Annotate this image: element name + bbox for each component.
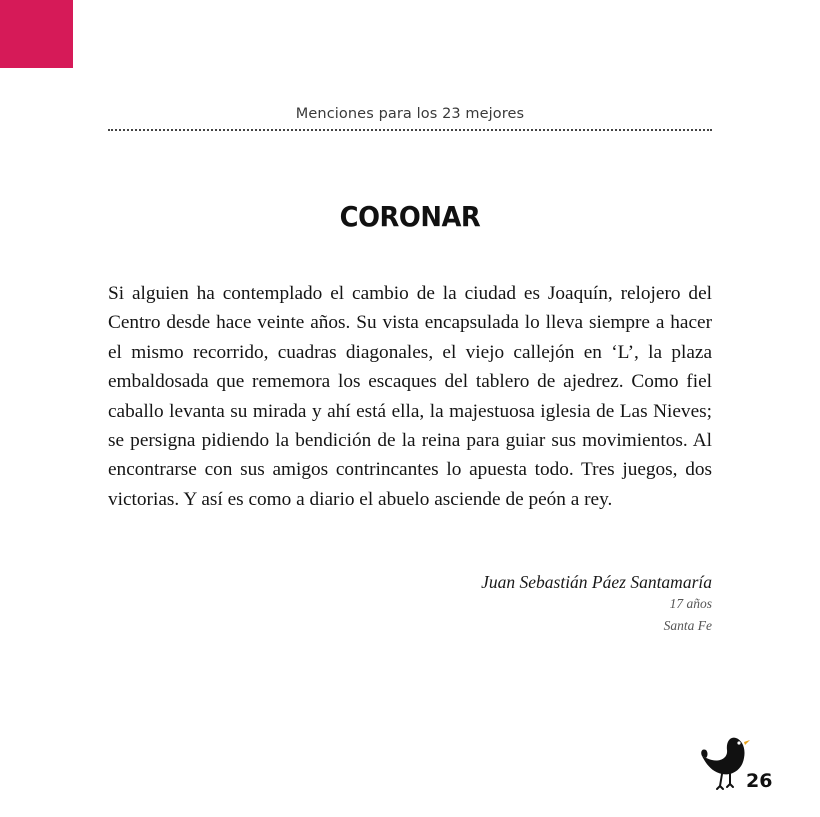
story-body: Si alguien ha contemplado el cambio de la ciudad es Joaquín, relojero del Centro desde hace veinte años. Su vista encapsulada lo lleva siempre a hacer el mismo recorrido, cuadras diagonales, el viejo callejón en ‘L’, la plaza embaldosada que rememora los escaques del tablero de ajedrez. Como fiel caballo levanta su mirada y ahí está ella, la majestuosa iglesia de Las Nieves; se persigna pidiendo la bendición de la reina para guiar sus movimientos. Al encontrarse con sus amigos contrincantes lo apuesta todo. Tres juegos, dos victorias. Y así es como a diario el abuelo asciende de peón a rey. — [108, 283, 712, 510]
corner-color-tab — [0, 0, 73, 68]
author-name: Juan Sebastián Páez Santamaría — [481, 572, 712, 592]
author-age: 17 años — [669, 596, 712, 611]
story-title: CORONAR — [339, 200, 481, 233]
page-number: 26 — [746, 770, 773, 792]
author-place: Santa Fe — [663, 618, 712, 633]
section-header: Menciones para los 23 mejores — [295, 106, 525, 122]
bird-icon — [700, 734, 752, 792]
dotted-divider — [108, 129, 712, 131]
